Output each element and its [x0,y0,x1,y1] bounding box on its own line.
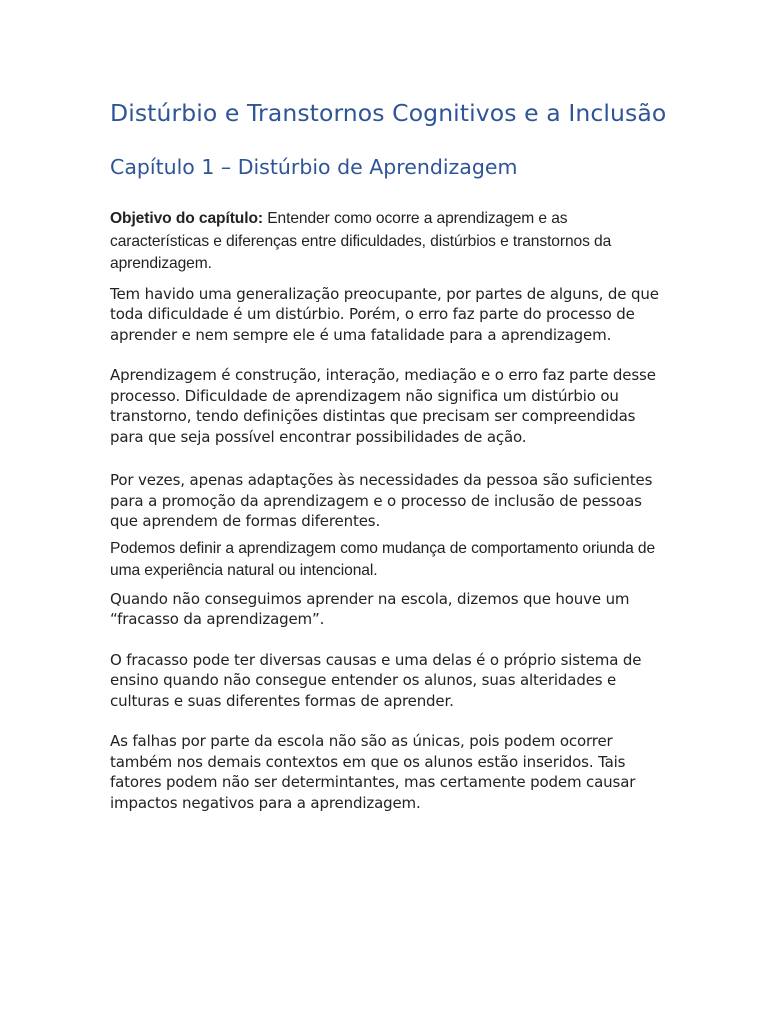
objective-label: Objetivo do capítulo: [110,210,263,227]
paragraph-learning-construction: Aprendizagem é construção, interação, mediação e o erro faz parte desse processo. Dificuldade de aprendizagem não significa um distúrbio ou transtorno, tendo definições distintas que precisam ser compreendidas para que seja possível encontrar possibilidades de ação. [110,366,656,446]
chapter-title: Capítulo 1 – Distúrbio de Aprendizagem [110,155,518,179]
paragraph-generalization: Tem havido uma generalização preocupante, por partes de alguns, de que toda dificuldade é um distúrbio. Porém, o erro faz parte do processo de aprender e nem sempre ele é uma fatalidade para a aprendizagem. [110,284,659,344]
paragraph-learning-failure: Quando não conseguimos aprender na escola, dizemos que houve um “fracasso da aprendizagem”. [110,589,630,628]
document-page [110,98,670,813]
objective-text: Entender como ocorre a aprendizagem e as características e diferenças entre dificuldades, distúrbios e transtornos da aprendizagem. [110,210,612,272]
paragraph-learning-definition: Podemos definir a aprendizagem como mudança de comportamento oriunda de uma experiência natural ou intencional. [110,539,656,579]
chapter-objective [110,208,670,276]
paragraph-school-failures: As falhas por parte da escola não são as únicas, pois podem ocorrer também nos demais contextos em que os alunos estão inseridos. Tais fatores podem não ser determintantes, mas certamente podem causar impactos negativos para a aprendizagem. [110,732,636,812]
paragraph-failure-causes: O fracasso pode ter diversas causas e uma delas é o próprio sistema de ensino quando não consegue entender os alunos, suas alteridades e culturas e suas diferentes formas de aprender. [110,650,642,710]
document-title: Distúrbio e Transtornos Cognitivos e a Inclusão [110,99,667,127]
paragraph-adaptations: Por vezes, apenas adaptações às necessidades da pessoa são suficientes para a promoção da aprendizagem e o processo de inclusão de pessoas que aprendem de formas diferentes. [110,471,653,530]
